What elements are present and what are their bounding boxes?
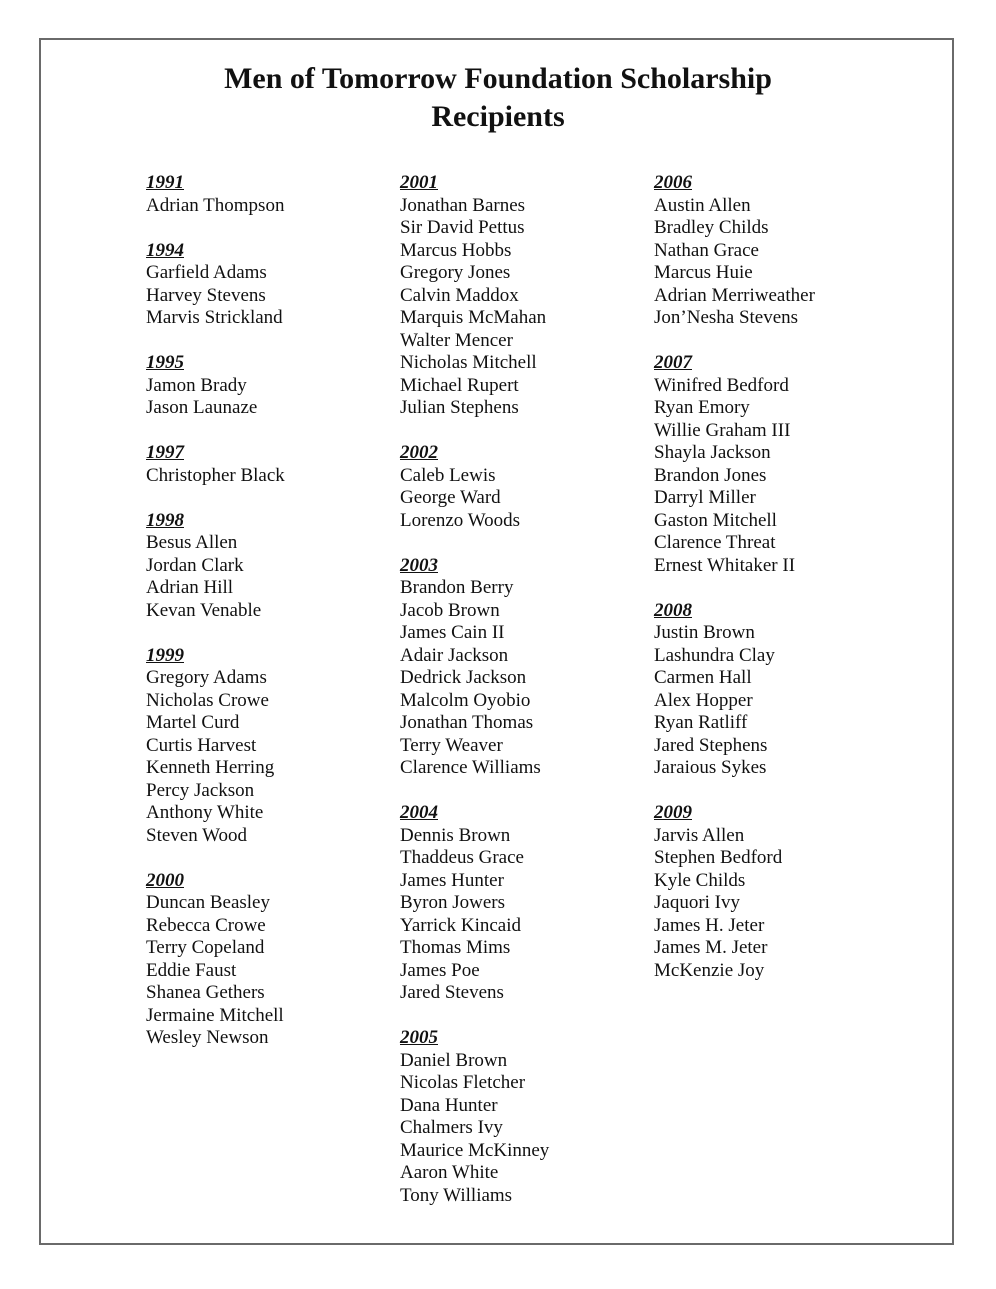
recipient-name: Calvin Maddox — [400, 284, 519, 306]
year-heading: 1995 — [146, 352, 184, 373]
recipient-name: Percy Jackson — [146, 779, 255, 801]
recipient-name: Adair Jackson — [400, 644, 509, 666]
recipient-name: Kevan Venable — [146, 599, 262, 621]
recipient-name: Ryan Ratliff — [654, 712, 748, 733]
recipient-name: Rebecca Crowe — [146, 914, 266, 936]
recipient-name: Harvey Stevens — [146, 284, 266, 306]
title-line-1: Men of Tomorrow Foundation Scholarship — [224, 62, 772, 95]
recipient-name: Clarence Williams — [400, 757, 541, 778]
recipient-name: Shanea Gethers — [146, 982, 265, 1003]
recipient-name: Carmen Hall — [654, 667, 752, 688]
recipient-name: Gregory Jones — [400, 262, 511, 283]
year-group-1995 — [146, 352, 396, 420]
year-group-2008 — [654, 600, 904, 780]
recipient-name: George Ward — [400, 487, 501, 508]
recipient-name: Gaston Mitchell — [654, 509, 777, 531]
recipient-name: Julian Stephens — [400, 397, 519, 418]
recipient-name: Jonathan Thomas — [400, 712, 534, 733]
recipient-name: Bradley Childs — [654, 217, 769, 238]
recipient-name: Willie Graham III — [654, 419, 791, 441]
recipient-name: Nathan Grace — [654, 239, 759, 261]
title-line-2: Recipients — [431, 100, 565, 133]
recipient-name: Lashundra Clay — [654, 644, 775, 666]
year-heading: 2005 — [400, 1027, 438, 1048]
recipient-name: Garfield Adams — [146, 262, 267, 283]
year-group-1991 — [146, 172, 396, 217]
year-group-2005 — [400, 1027, 650, 1207]
recipient-name: Jared Stephens — [654, 734, 768, 756]
recipient-name: Nicholas Mitchell — [400, 352, 537, 373]
recipient-name: Jordan Clark — [146, 554, 244, 576]
recipient-name: James Hunter — [400, 869, 504, 891]
year-heading: 1999 — [146, 644, 184, 666]
recipient-name: Adrian Merriweather — [654, 284, 815, 306]
recipient-name: Stephen Bedford — [654, 847, 783, 868]
recipient-name: Michael Rupert — [400, 374, 519, 396]
year-group-2000 — [146, 870, 396, 1050]
year-heading: 2004 — [400, 802, 438, 823]
recipient-name: Jarvis Allen — [654, 824, 745, 846]
recipient-name: Caleb Lewis — [400, 464, 496, 486]
recipient-name: Christopher Black — [146, 464, 285, 486]
recipient-name: Byron Jowers — [400, 892, 506, 913]
recipient-name: Chalmers Ivy — [400, 1117, 503, 1138]
recipient-name: Dennis Brown — [400, 824, 511, 846]
recipient-name: Winifred Bedford — [654, 374, 789, 396]
recipient-name: Martel Curd — [146, 712, 240, 733]
year-group-2001 — [400, 172, 650, 420]
year-heading: 1994 — [146, 239, 184, 261]
recipient-name: Brandon Jones — [654, 464, 767, 486]
recipient-name: Curtis Harvest — [146, 734, 257, 756]
recipient-name: James H. Jeter — [654, 914, 765, 936]
recipient-name: Ryan Emory — [654, 397, 750, 418]
recipient-name: Besus Allen — [146, 532, 238, 553]
year-group-2003 — [400, 555, 650, 780]
year-heading: 2008 — [654, 599, 692, 621]
year-heading: 1998 — [146, 509, 184, 531]
recipient-name: Kenneth Herring — [146, 757, 275, 778]
recipient-name: Walter Mencer — [400, 329, 513, 351]
recipient-name: Eddie Faust — [146, 959, 237, 981]
recipient-name: Marcus Hobbs — [400, 239, 512, 261]
recipient-name: Terry Weaver — [400, 734, 503, 756]
recipient-name: Malcolm Oyobio — [400, 689, 531, 711]
year-group-2002 — [400, 442, 650, 532]
recipient-name: James Poe — [400, 959, 480, 981]
recipient-name: Clarence Threat — [654, 532, 776, 553]
recipient-name: Marquis McMahan — [400, 307, 547, 328]
year-group-1999 — [146, 645, 396, 848]
year-group-2004 — [400, 802, 650, 1005]
recipient-name: Jaquori Ivy — [654, 892, 741, 913]
recipient-name: Alex Hopper — [654, 689, 753, 711]
recipient-name: Jason Launaze — [146, 397, 258, 418]
recipient-name: Thaddeus Grace — [400, 847, 524, 868]
recipient-name: Adrian Hill — [146, 577, 234, 598]
recipient-name: Nicolas Fletcher — [400, 1072, 526, 1093]
recipient-name: Dedrick Jackson — [400, 667, 527, 688]
recipient-name: Shayla Jackson — [654, 442, 771, 463]
recipient-name: Jonathan Barnes — [400, 194, 526, 216]
recipient-name: Daniel Brown — [400, 1049, 508, 1071]
recipient-name: Dana Hunter — [400, 1094, 498, 1116]
recipient-name: Brandon Berry — [400, 577, 514, 598]
recipient-name: Jamon Brady — [146, 374, 247, 396]
recipient-name: Anthony White — [146, 802, 264, 823]
recipients-column-3 — [654, 172, 904, 1005]
page-title — [0, 60, 996, 136]
year-heading: 2007 — [654, 352, 692, 373]
year-heading: 2003 — [400, 554, 438, 576]
year-group-2006 — [654, 172, 904, 330]
year-group-1997 — [146, 442, 396, 487]
recipient-name: James M. Jeter — [654, 937, 768, 958]
recipient-name: Jacob Brown — [400, 599, 500, 621]
year-group-1998 — [146, 510, 396, 623]
recipient-name: Aaron White — [400, 1162, 499, 1183]
recipient-name: Jared Stevens — [400, 982, 504, 1003]
year-heading: 1991 — [146, 172, 184, 193]
recipient-name: Tony Williams — [400, 1184, 513, 1206]
recipient-name: Marcus Huie — [654, 262, 753, 283]
year-group-2009 — [654, 802, 904, 982]
year-heading: 2000 — [146, 869, 184, 891]
year-heading: 2001 — [400, 172, 438, 193]
recipient-name: Thomas Mims — [400, 937, 511, 958]
recipient-name: Jaraious Sykes — [654, 757, 767, 778]
recipients-column-2 — [400, 172, 650, 1230]
recipient-name: Duncan Beasley — [146, 892, 270, 913]
recipient-name: Justin Brown — [654, 622, 755, 643]
recipient-name: Adrian Thompson — [146, 194, 285, 216]
recipient-name: Sir David Pettus — [400, 217, 525, 238]
year-heading: 2006 — [654, 172, 692, 193]
year-heading: 2009 — [654, 802, 692, 823]
year-heading: 2002 — [400, 442, 438, 463]
recipient-name: Austin Allen — [654, 194, 751, 216]
recipient-name: Marvis Strickland — [146, 307, 283, 328]
year-group-1994 — [146, 240, 396, 330]
recipient-name: Jermaine Mitchell — [146, 1004, 284, 1026]
recipient-name: Lorenzo Woods — [400, 509, 521, 531]
recipient-name: Nicholas Crowe — [146, 689, 269, 711]
year-group-2007 — [654, 352, 904, 577]
year-heading: 1997 — [146, 442, 184, 463]
recipient-name: James Cain II — [400, 622, 505, 643]
recipient-name: Wesley Newson — [146, 1027, 269, 1048]
recipient-name: Maurice McKinney — [400, 1139, 550, 1161]
recipient-name: Darryl Miller — [654, 487, 756, 508]
recipient-name: Kyle Childs — [654, 869, 746, 891]
recipient-name: Gregory Adams — [146, 667, 267, 688]
recipient-name: Jon’Nesha Stevens — [654, 307, 799, 328]
recipients-column-1 — [146, 172, 396, 1072]
recipient-name: Ernest Whitaker II — [654, 554, 796, 576]
recipient-name: Yarrick Kincaid — [400, 914, 522, 936]
recipient-name: McKenzie Joy — [654, 959, 765, 981]
recipient-name: Terry Copeland — [146, 937, 265, 958]
recipient-name: Steven Wood — [146, 824, 248, 846]
